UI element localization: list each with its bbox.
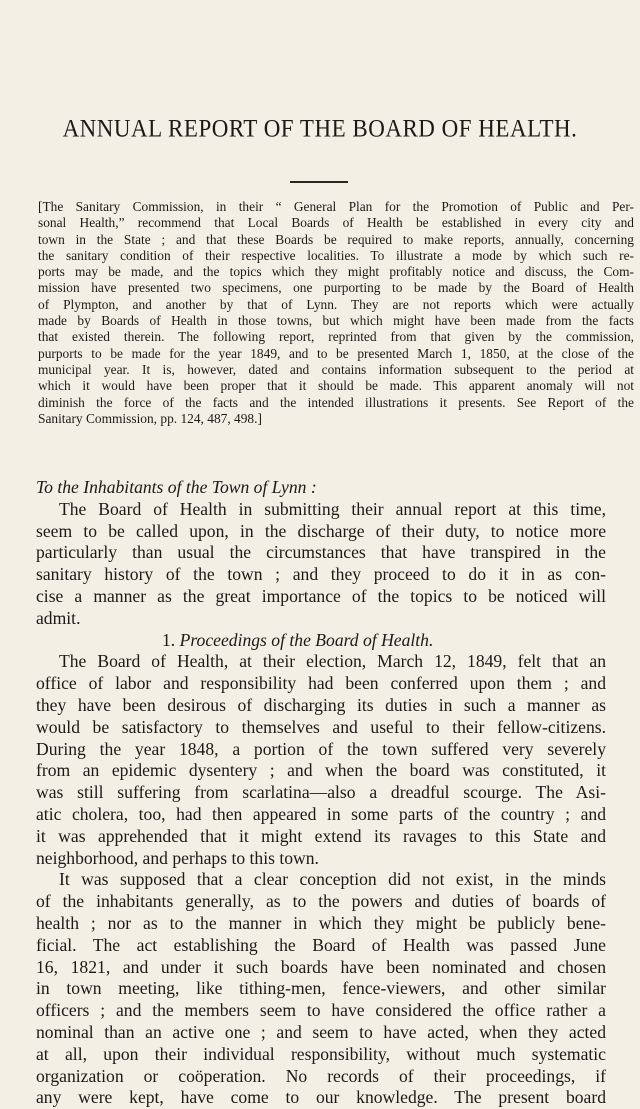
paragraph-line: they have been desirous of discharging its duties in such a manner as xyxy=(36,694,606,715)
note-line: of Plympton, and another by that of Lynn. They are not reports which were actually xyxy=(38,296,634,312)
note-line: municipal year. It is, however, dated and contains information subsequent to the period at xyxy=(38,361,634,377)
paragraph-line: office of labor and responsibility had been conferred upon them ; and xyxy=(36,673,606,694)
paragraph-line: cise a manner as the great importance of the topics to be noticed will xyxy=(36,585,606,606)
paragraph-line: The Board of Health, at their election, March 12, 1849, felt that an xyxy=(59,651,606,672)
paragraph-line: officers ; and the members seem to have considered the office rather a xyxy=(36,1000,606,1021)
paragraph-line: sanitary history of the town ; and they proceed to do it in as con- xyxy=(36,564,606,585)
note-line: sonal Health,” recommend that Local Boards of Health be established in every city and xyxy=(38,215,634,231)
paragraph-line: The Board of Health in submitting their annual report at this time, xyxy=(59,498,606,519)
paragraph-line: was still suffering from scarlatina—also a dreadful scourge. The Asi- xyxy=(36,782,606,803)
paragraph-line: any were kept, have come to our knowledge. The present board xyxy=(36,1087,606,1108)
paragraph-line: It was supposed that a clear conception did not exist, in the minds xyxy=(59,869,606,890)
note-line: purports to be made for the year 1849, and to be presented March 1, 1850, at the close of the xyxy=(38,345,634,361)
paragraph-line: of the inhabitants generally, as to the powers and duties of boards of xyxy=(36,891,606,912)
section-number: 1. xyxy=(162,629,176,650)
note-line: diminish the force of the facts and the intended illustrations it presents. See Report of the xyxy=(38,394,634,410)
note-line: that existed therein. The following report, reprinted from that given by the commission, xyxy=(38,329,634,345)
paragraph-line: it was apprehended that it might extend its ravages to this State and xyxy=(36,825,606,846)
note-line: made by Boards of Health in those towns, but which might have been made from the facts xyxy=(38,313,634,329)
note-line: town in the State ; and that these Boards be required to make reports, annually, concerning xyxy=(38,231,634,247)
paragraph-line: health ; nor as to the manner in which they might be publicly bene- xyxy=(36,912,606,933)
paragraph-line: nominal than an active one ; and seem to have acted, when they acted xyxy=(36,1021,606,1042)
title-divider xyxy=(290,181,348,183)
paragraph-line: During the year 1848, a portion of the town suffered very severely xyxy=(36,738,606,759)
paragraph-line: organization or coöperation. No records of their proceedings, if xyxy=(36,1065,606,1086)
paragraph-line: neighborhood, and perhaps to this town. xyxy=(36,847,319,868)
paragraph-line: from an epidemic dysentery ; and when the board was constituted, it xyxy=(36,760,606,781)
paragraph-line: atic cholera, too, had then appeared in some parts of the country ; and xyxy=(36,803,606,824)
section-title: Proceedings of the Board of Health. xyxy=(179,629,434,650)
note-line: [The Sanitary Commission, in their “ General Plan for the Promotion of Public and Per- xyxy=(38,199,634,214)
report-body xyxy=(36,477,606,1109)
paragraph-line: 16, 1821, and under it such boards have been nominated and chosen xyxy=(36,956,606,977)
paragraph-line: in town meeting, like tithing-men, fence-viewers, and other similar xyxy=(36,978,606,999)
paragraph-line: at all, upon their individual responsibility, without much systematic xyxy=(36,1043,606,1064)
note-line: mission have presented two specimens, one purporting to be made by the Board of Health xyxy=(38,280,634,296)
salutation: To the Inhabitants of the Town of Lynn : xyxy=(36,477,317,497)
note-line: the sanitary condition of their respective localities. To illustrate a mode by which such re- xyxy=(38,247,634,263)
note-line: ports may be made, and the topics which they might profitably notice and discuss, the Com- xyxy=(38,264,634,280)
paragraph-line: particularly than usual the circumstances that have transpired in the xyxy=(36,542,606,563)
note-line: Sanitary Commission, pp. 124, 487, 498.] xyxy=(38,410,262,426)
note-line: which it would have been proper that it should be made. This apparent anomaly will not xyxy=(38,378,634,394)
section-heading xyxy=(36,630,606,652)
paragraph-line: seem to be called upon, in the discharge of their duty, to notice more xyxy=(36,520,606,541)
editorial-note xyxy=(38,199,634,427)
paragraph-line: would be satisfactory to themselves and useful to their fellow-citizens. xyxy=(36,716,606,737)
paragraph-line: admit. xyxy=(36,607,81,628)
paragraph-line: ficial. The act establishing the Board of Health was passed June xyxy=(36,934,606,955)
page-title: ANNUAL REPORT OF THE BOARD OF HEALTH. xyxy=(62,114,578,142)
